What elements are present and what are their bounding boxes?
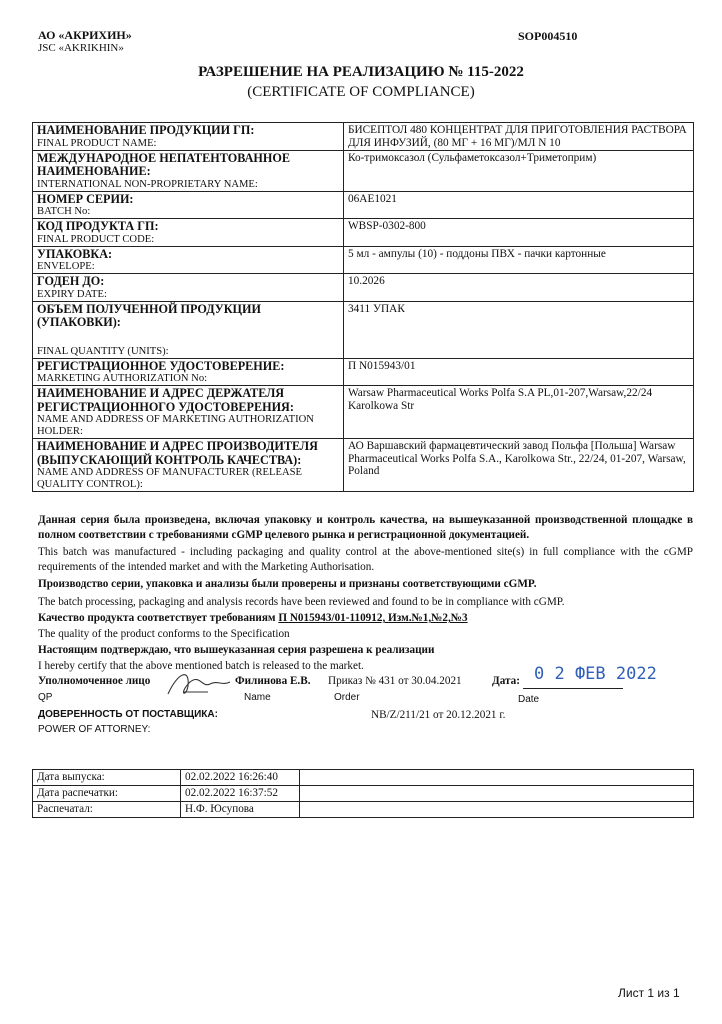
- row-value: БИСЕПТОЛ 480 КОНЦЕНТРАТ ДЛЯ ПРИГОТОВЛЕНИЯ РАСТВОРА ДЛЯ ИНФУЗИЙ, (80 МГ + 16 МГ)/МЛ N 10: [344, 123, 694, 151]
- row-label-en: EXPIRY DATE:: [37, 288, 107, 300]
- poa-value: NB/Z/211/21 от 20.12.2021 г.: [371, 709, 506, 721]
- print-info-table: [32, 769, 694, 818]
- row-label-en: FINAL PRODUCT NAME:: [37, 137, 157, 149]
- company-block: [38, 29, 132, 55]
- row-value: 5 мл - ампулы (10) - поддоны ПВХ - пачки картонные: [344, 246, 694, 274]
- table-row: [33, 439, 694, 492]
- row-value: Warsaw Pharmaceutical Works Polfa S.A PL,01-207,Warsaw,22/24 Karolkowa Str: [344, 386, 694, 439]
- statement-1-en: This batch was manufactured - including packaging and quality control at the above-mentioned site(s) in full compliance with the cGMP requirements of the intended market and with the Marketing Authorisation.: [38, 546, 693, 573]
- print-info-value: 02.02.2022 16:26:40: [181, 770, 300, 786]
- row-label-en: FINAL QUANTITY (UNITS):: [37, 345, 169, 357]
- table-row: [33, 358, 694, 386]
- table-row: [33, 219, 694, 247]
- row-label-en: MARKETING AUTHORIZATION No:: [37, 373, 208, 384]
- statement-4-ru: Настоящим подтверждаю, что вышеуказанная серия разрешена к реализации: [38, 644, 435, 656]
- name-label-en: Name: [244, 692, 271, 703]
- table-row: [33, 802, 694, 818]
- row-label-ru: НОМЕР СЕРИИ:: [37, 191, 134, 206]
- row-label-en: NAME AND ADDRESS OF MANUFACTURER (RELEASE QUALITY CONTROL):: [37, 467, 302, 490]
- row-label-en: FINAL PRODUCT CODE:: [37, 233, 155, 245]
- document-subtitle: (CERTIFICATE OF COMPLIANCE): [247, 84, 475, 100]
- table-row: [33, 246, 694, 274]
- document-title: РАЗРЕШЕНИЕ НА РЕАЛИЗАЦИЮ № 115-2022: [198, 64, 524, 80]
- row-value: 10.2026: [344, 274, 694, 302]
- statement-2-en: The batch processing, packaging and analysis records have been reviewed and found to be in compliance with cGMP.: [38, 596, 565, 608]
- row-label-ru: РЕГИСТРАЦИОННОЕ УДОСТОВЕРЕНИЕ:: [37, 358, 285, 373]
- page-number: Лист 1 из 1: [618, 986, 680, 1000]
- table-row: [33, 770, 694, 786]
- row-value: АО Варшавский фармацевтический завод Польфа [Польша] Warsaw Pharmaceutical Works Polfa S.A., Karolkowa Str., 22/24, 01-207, Warsaw, Poland: [344, 439, 694, 492]
- row-label-en: NAME AND ADDRESS OF MARKETING AUTHORIZATION HOLDER:: [37, 414, 314, 437]
- poa-label-ru: ДОВЕРЕННОСТЬ ОТ ПОСТАВЩИКА:: [38, 709, 218, 720]
- print-info-value: Н.Ф. Юсупова: [181, 802, 300, 818]
- signature-icon: [160, 664, 235, 704]
- statement-3-text: Качество продукта соответствует требованиям: [38, 612, 276, 624]
- document-code: SOP004510: [518, 29, 578, 43]
- table-row: [33, 301, 694, 358]
- row-value: 06AE1021: [344, 191, 694, 219]
- company-name-ru: АО «АКРИХИН»: [38, 28, 132, 42]
- statement-2-ru: Производство серии, упаковка и анализы были проверены и признаны соответствующими cGMP.: [38, 578, 537, 590]
- table-row: [33, 191, 694, 219]
- table-row: [33, 786, 694, 802]
- print-info-value: 02.02.2022 16:37:52: [181, 786, 300, 802]
- statement-4-en: I hereby certify that the above mentioned batch is released to the market.: [38, 660, 364, 672]
- print-info-label: Дата распечатки:: [33, 786, 181, 802]
- statement-3-ru: [38, 611, 693, 626]
- row-label-ru: КОД ПРОДУКТА ГП:: [37, 219, 159, 233]
- qp-label-en: QP: [38, 692, 53, 703]
- company-name-en: JSC «AKRIKHIN»: [38, 42, 124, 54]
- statement-1-ru: Данная серия была произведена, включая упаковку и контроль качества, на вышеуказанной производственной площадке в полном соответствии с требованиями cGMP целевого рынка и регистрационной документацией.: [38, 514, 693, 541]
- table-row: [33, 386, 694, 439]
- release-date-stamp: 0 2 ФЕВ 2022: [534, 664, 657, 684]
- product-details-table: [32, 122, 694, 492]
- order-label-en: Order: [334, 692, 360, 703]
- order-reference: Приказ № 431 от 30.04.2021: [328, 675, 462, 687]
- row-label-ru: ОБЪЕМ ПОЛУЧЕННОЙ ПРОДУКЦИИ (УПАКОВКИ):: [37, 301, 261, 329]
- row-label-ru: НАИМЕНОВАНИЕ И АДРЕС ПРОИЗВОДИТЕЛЯ (ВЫПУСКАЮЩИЙ КОНТРОЛЬ КАЧЕСТВА):: [37, 439, 318, 467]
- row-label-ru: УПАКОВКА:: [37, 246, 113, 261]
- row-label-ru: МЕЖДУНАРОДНОЕ НЕПАТЕНТОВАННОЕ НАИМЕНОВАНИЕ:: [37, 150, 290, 178]
- date-underline: [523, 688, 623, 689]
- row-label-en: INTERNATIONAL NON-PROPRIETARY NAME:: [37, 178, 258, 190]
- row-label-en: ENVELOPE:: [37, 261, 95, 272]
- poa-label-en: POWER OF ATTORNEY:: [38, 724, 151, 735]
- row-value: Ко-тримоксазол (Сульфаметоксазол+Триметоприм): [344, 150, 694, 191]
- statement-3-en: The quality of the product conforms to the Specification: [38, 628, 290, 640]
- row-label-ru: НАИМЕНОВАНИЕ И АДРЕС ДЕРЖАТЕЛЯ РЕГИСТРАЦИОННОГО УДОСТОВЕРЕНИЯ:: [37, 386, 294, 414]
- qp-label-ru: Уполномоченное лицо: [38, 675, 151, 687]
- row-value: WBSP-0302-800: [344, 219, 694, 247]
- specification-reference: П N015943/01-110912, Изм.№1,№2,№3: [278, 612, 468, 624]
- table-row: [33, 150, 694, 191]
- date-label-en: Date: [518, 694, 540, 705]
- date-label-ru: Дата:: [492, 675, 520, 687]
- print-info-label: Дата выпуска:: [33, 770, 181, 786]
- qp-name: Филинова Е.В.: [235, 675, 311, 687]
- print-info-label: Распечатал:: [33, 802, 181, 818]
- row-label-en: BATCH No:: [37, 206, 91, 217]
- row-value: П N015943/01: [344, 358, 694, 386]
- row-value: 3411 УПАК: [344, 301, 694, 358]
- table-row: [33, 274, 694, 302]
- table-row: [33, 123, 694, 151]
- row-label-ru: НАИМЕНОВАНИЕ ПРОДУКЦИИ ГП:: [37, 123, 255, 137]
- row-label-ru: ГОДЕН ДО:: [37, 274, 105, 288]
